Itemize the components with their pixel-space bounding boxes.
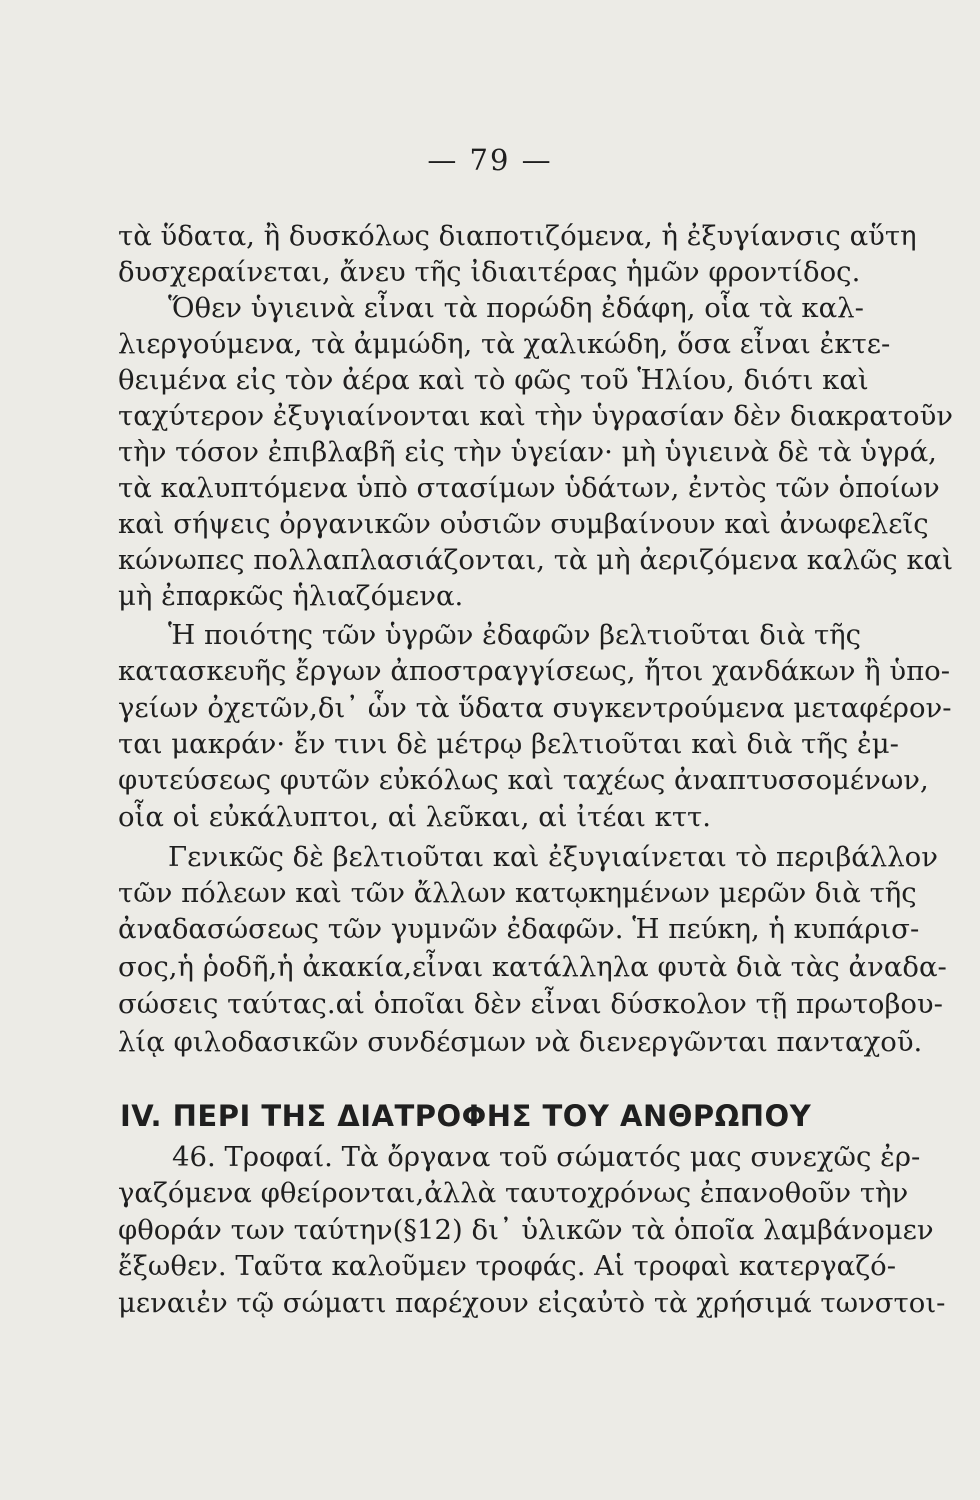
text-line: μὴ ἐπαρκῶς ἡλιαζόμενα. (118, 580, 464, 612)
text-line: τῶν πόλεων καὶ τῶν ἄλλων κατῳκημένων μερῶν διὰ τῆς (118, 877, 917, 909)
text-line: τὰ ὕδατα, ἢ δυσκόλως διαποτιζόμενα, ἡ ἐξυγίανσις αὕτη (118, 220, 917, 252)
text-line: κώνωπες πολλαπλασιάζονται, τὰ μὴ ἀεριζόμενα καλῶς καὶ (118, 544, 953, 576)
text-line: 46. Τροφαί. Τὰ ὄργανα τοῦ σώματός μας συνεχῶς ἐρ- (172, 1141, 921, 1173)
section-heading: IV. ΠΕΡΙ ΤΗΣ ΔΙΑΤΡΟΦΗΣ ΤΟΥ ΑΝΘΡΩΠΟΥ (120, 1099, 812, 1133)
text-line: οἷα οἱ εὐκάλυπτοι, αἱ λεῦκαι, αἱ ἰτέαι κττ. (118, 801, 712, 833)
text-line: ταχύτερον ἐξυγιαίνονται καὶ τὴν ὑγρασίαν δὲν διακρατοῦν (118, 400, 954, 432)
text-line: Ὅθεν ὑγιεινὰ εἶναι τὰ πορώδη ἐδάφη, οἷα τὰ καλ- (168, 292, 864, 324)
text-line: ἀναδασώσεως τῶν γυμνῶν ἐδαφῶν. Ἡ πεύκη, ἡ κυπάρισ- (118, 913, 920, 945)
text-line: μεναιἐν τῷ σώματι παρέχουν εἰςαὐτὸ τὰ χρήσιμά τωνστοι- (118, 1287, 946, 1319)
text-line: σώσεις ταύτας.αἱ ὁποῖαι δὲν εἶναι δύσκολον τῇ πρωτοβου- (118, 988, 943, 1020)
text-line: φυτεύσεως φυτῶν εὐκόλως καὶ ταχέως ἀναπτυσσομένων, (118, 764, 929, 796)
text-line: καὶ σήψεις ὀργανικῶν οὐσιῶν συμβαίνουν καὶ ἀνωφελεῖς (118, 508, 929, 540)
text-line: ται μακράν· ἔν τινι δὲ μέτρῳ βελτιοῦται καὶ διὰ τῆς ἐμ- (118, 728, 899, 760)
text-line: ἔξωθεν. Ταῦτα καλοῦμεν τροφάς. Αἱ τροφαὶ κατεργαζό- (118, 1250, 896, 1282)
text-line: Γενικῶς δὲ βελτιοῦται καὶ ἐξυγιαίνεται τὸ περιβάλλον (168, 841, 938, 873)
text-line: θειμένα εἰς τὸν ἀέρα καὶ τὸ φῶς τοῦ Ἡλίου, διότι καὶ (118, 364, 869, 396)
text-line: Ἡ ποιότης τῶν ὑγρῶν ἐδαφῶν βελτιοῦται διὰ τῆς (168, 619, 862, 651)
text-line: τὴν τόσον ἐπιβλαβῆ εἰς τὴν ὑγείαν· μὴ ὑγιεινὰ δὲ τὰ ὑγρά, (118, 436, 937, 468)
text-line: κατασκευῆς ἔργων ἀποστραγγίσεως, ἤτοι χανδάκων ἢ ὑπο- (118, 655, 951, 687)
text-line: δυσχεραίνεται, ἄνευ τῆς ἰδιαιτέρας ἡμῶν φροντίδος. (118, 256, 861, 288)
text-line: τὰ καλυπτόμενα ὑπὸ στασίμων ὑδάτων, ἐντὸς τῶν ὁποίων (118, 472, 940, 504)
text-line: φθοράν των ταύτην(§12) δι᾽ ὑλικῶν τὰ ὁποῖα λαμβάνομεν (118, 1214, 934, 1246)
text-line: γαζόμενα φθείρονται,ἀλλὰ ταυτοχρόνως ἐπανοθοῦν τὴν (118, 1177, 909, 1209)
text-line: γείων ὀχετῶν,δι᾽ ὧν τὰ ὕδατα συγκεντρούμενα μεταφέρον- (118, 692, 952, 724)
text-line: λίᾳ φιλοδασικῶν συνδέσμων νὰ διενεργῶνται πανταχοῦ. (118, 1026, 923, 1058)
text-line: λιεργούμενα, τὰ ἀμμώδη, τὰ χαλικώδη, ὅσα εἶναι ἐκτε- (118, 328, 891, 360)
page-number: — 79 — (427, 143, 553, 177)
text-line: σος,ἡ ῥοδῆ,ἡ ἀκακία,εἶναι κατάλληλα φυτὰ διὰ τὰς ἀναδα- (118, 951, 947, 983)
